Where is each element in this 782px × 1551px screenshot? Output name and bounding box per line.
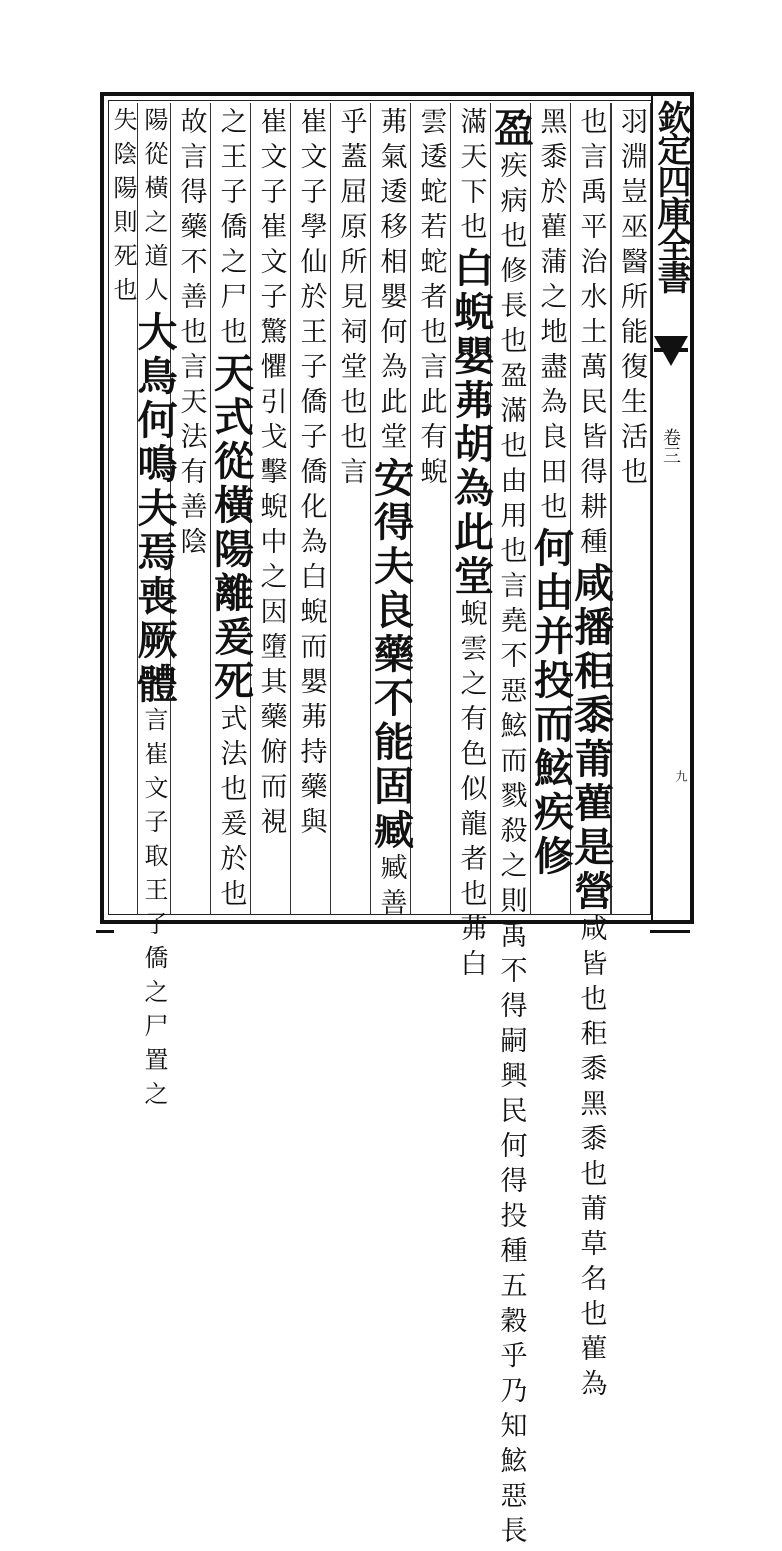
main-text: 白蜺嬰茀胡為此堂 — [447, 247, 495, 599]
commentary-text: 臧善 — [375, 853, 407, 923]
column-text: 黑黍於雚蒲之地盡為良田也 — [535, 107, 567, 527]
column-text: 也言禹平治水土萬民皆得耕種 — [575, 107, 607, 562]
text-column-4 — [487, 103, 535, 1551]
main-text: 大鳥何鳴夫焉喪厥體 — [131, 311, 178, 707]
column-text: 崔文子學仙於王子僑子僑化為白蜺而嬰茀持藥與 — [295, 107, 327, 842]
commentary-text: 也言 — [335, 422, 367, 492]
commentary-text: 式法也爰於也 — [215, 704, 247, 914]
main-text: 天式從橫陽離爰死 — [207, 352, 255, 704]
commentary-text: 言崔文子取王子僑之尸置之 — [140, 707, 168, 1115]
column-text: 疾病也修長也盈滿也由用也言堯不惡鮌而戮殺之則禹不得嗣興民何得投種五穀乎乃知鮌惡長 — [495, 151, 527, 1551]
scan-speck — [650, 930, 690, 933]
text-column-11 — [207, 103, 255, 915]
column-text: 失陰陽則死也 — [109, 107, 137, 311]
column-text: 羽淵豈巫醫所能復生活也 — [616, 107, 647, 492]
text-column-8 — [331, 103, 371, 915]
text-column-1 — [611, 103, 651, 915]
main-text: 咸播秬黍莆雚是營 — [567, 562, 615, 914]
commentary-text: 言天法有善陰 — [175, 352, 207, 562]
text-column-9 — [291, 103, 331, 915]
column-text: 崔文子崔文子驚懼引戈擊蜺中之因墮其藥俯而視 — [255, 107, 287, 842]
commentary-text: 蜺雲之有色似龍者也茀白 — [455, 599, 487, 984]
main-text: 盈 — [487, 107, 535, 151]
column-text: 乎蓋屈原所見祠堂也 — [335, 107, 367, 422]
commentary-text: 咸皆也秬黍黑黍也莆草名也雚為 — [575, 914, 607, 1404]
scan-speck — [96, 930, 114, 933]
column-text: 雲逶蛇若蛇者也言此有蜺 — [415, 107, 447, 492]
main-text: 何由并投而鮌疾修 — [527, 527, 575, 879]
column-text: 陽從橫之道人 — [140, 107, 168, 311]
fish-tail-bar — [654, 348, 688, 352]
text-column-6 — [411, 103, 451, 915]
text-column-13 — [131, 103, 178, 1115]
text-column-2 — [567, 103, 615, 1404]
column-text: 故言得藥不善也 — [175, 107, 207, 352]
book-title: 欽定四庫全書 — [651, 100, 691, 292]
text-column-10 — [251, 103, 291, 915]
text-column-3 — [527, 103, 575, 915]
main-text: 安得夫良藥不能固臧 — [367, 457, 415, 853]
text-column-14 — [109, 103, 138, 915]
column-text: 滿天下也 — [455, 107, 487, 247]
volume-label: 卷三 — [660, 428, 681, 464]
column-text: 之王子僑之尸也 — [215, 107, 247, 352]
column-text: 茀氣逶移相嬰何為此堂 — [375, 107, 407, 457]
text-column-7 — [367, 103, 415, 923]
page-number: 九 — [674, 770, 688, 782]
text-column-5 — [447, 103, 495, 984]
